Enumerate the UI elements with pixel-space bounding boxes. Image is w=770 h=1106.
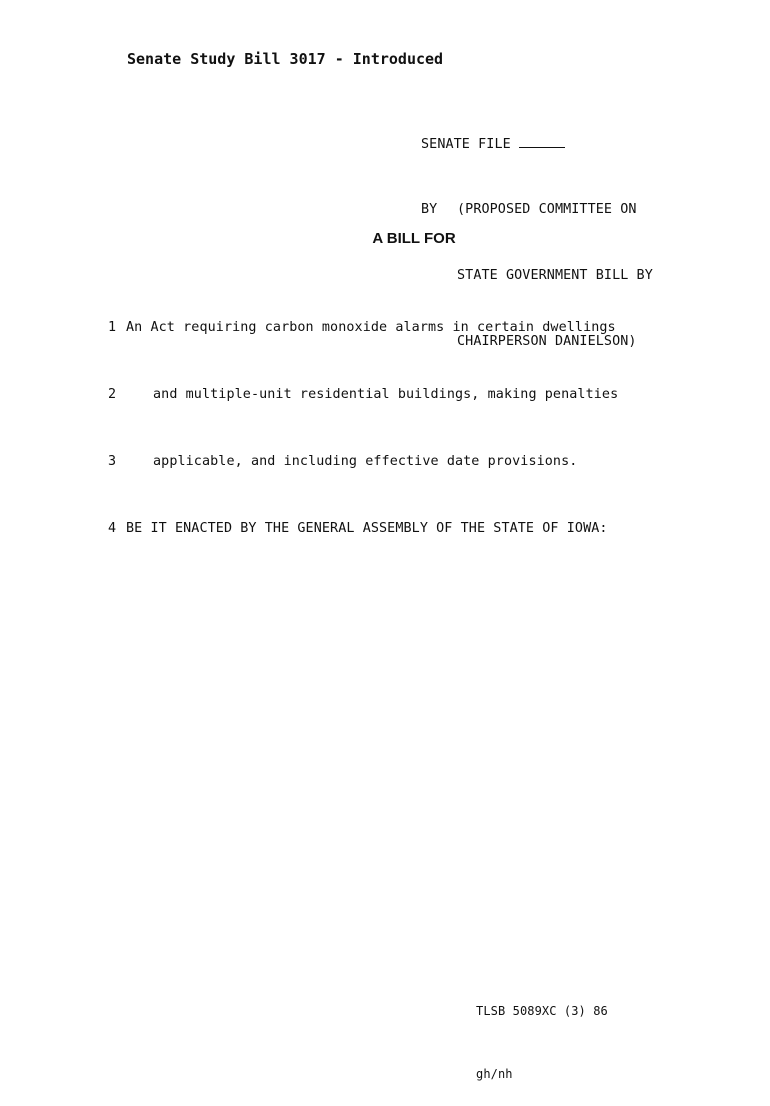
sponsor-text-2: STATE GOVERNMENT BILL BY <box>457 268 653 283</box>
line-text: and multiple-unit residential buildings, making penalties <box>153 387 619 402</box>
line-text: An Act requiring carbon monoxide alarms in certain dwellings <box>126 320 616 335</box>
line-number: 3 <box>108 454 117 469</box>
by-label: BY <box>421 202 438 217</box>
line-text: applicable, and including effective date provisions. <box>153 454 578 469</box>
senate-file-number-blank <box>519 133 565 148</box>
bill-heading: A BILL FOR <box>372 230 456 247</box>
sponsor-line-1 <box>421 199 653 221</box>
document-footer <box>476 959 608 1106</box>
bill-line-4 <box>108 518 618 541</box>
line-text: BE IT ENACTED BY THE GENERAL ASSEMBLY OF THE STATE OF IOWA: <box>126 521 608 536</box>
line-number: 2 <box>108 387 117 402</box>
bill-text <box>108 273 618 563</box>
line-number: 1 <box>108 320 117 335</box>
footer-initials: gh/nh <box>476 1067 513 1081</box>
line-number: 4 <box>108 521 117 536</box>
bill-line-3 <box>108 451 618 474</box>
sponsor-text-3: CHAIRPERSON DANIELSON) <box>457 334 637 349</box>
senate-file-label: SENATE FILE <box>421 137 511 152</box>
sponsor-text-1: (PROPOSED COMMITTEE ON <box>457 202 637 217</box>
document-title: Senate Study Bill 3017 - Introduced <box>127 50 444 68</box>
footer-code: TLSB 5089XC (3) 86 <box>476 1004 608 1018</box>
bill-line-1 <box>108 317 618 340</box>
senate-file-line <box>421 133 653 155</box>
bill-line-2 <box>108 384 618 407</box>
